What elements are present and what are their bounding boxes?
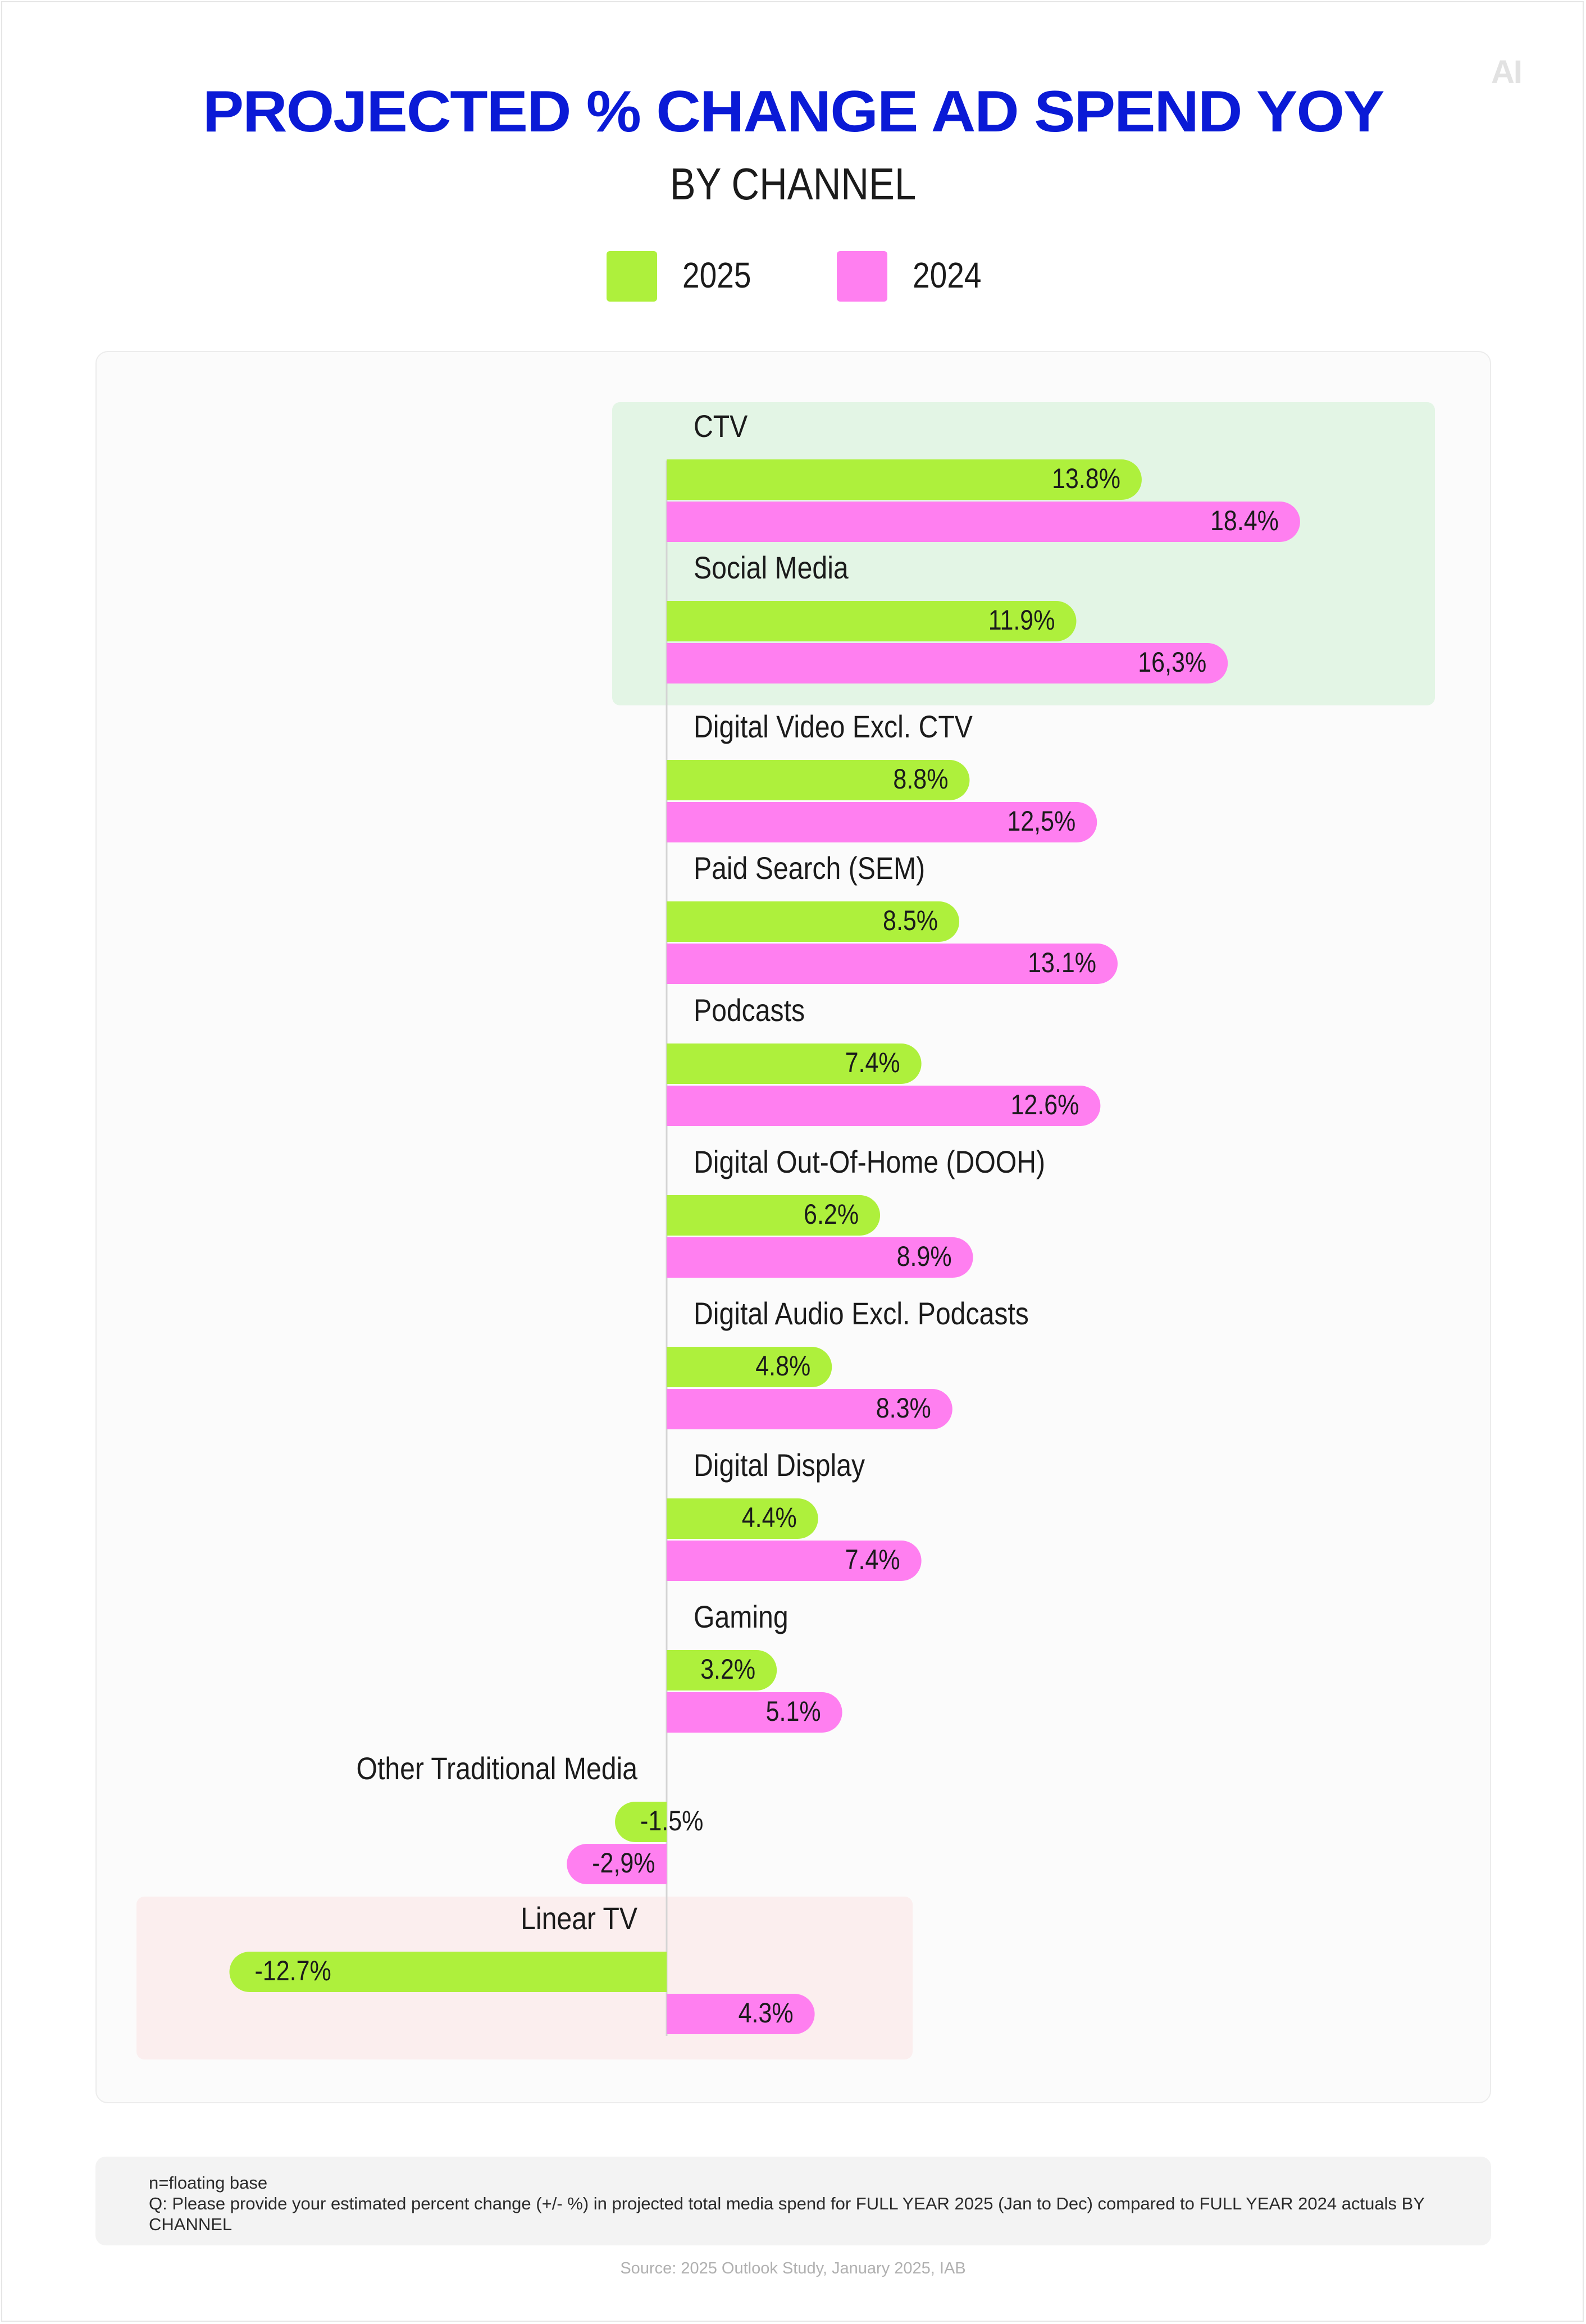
chart-title: PROJECTED % CHANGE AD SPEND YOY [202, 79, 1384, 144]
category-label-ctv: CTV [694, 409, 748, 444]
data-label-2024-ctv: 18.4% [1210, 504, 1279, 536]
bar-2024-ctv [667, 502, 1300, 542]
category-label-gaming: Gaming [694, 1600, 789, 1635]
data-label-2024-podcasts: 12.6% [1010, 1088, 1079, 1120]
data-label-2024-other-traditional-media: -2,9% [592, 1847, 655, 1879]
source-note: Source: 2025 Outlook Study, January 2025, IAB [620, 2259, 966, 2277]
data-label-2024-paid-search-sem: 13.1% [1028, 946, 1097, 978]
data-label-2025-digital-display: 4.4% [741, 1501, 797, 1533]
data-label-2025-digital-out-of-home-dooh: 6.2% [804, 1198, 859, 1230]
category-label-other-traditional-media: Other Traditional Media [356, 1751, 637, 1787]
data-label-2025-gaming: 3.2% [700, 1653, 756, 1685]
footnote-box [95, 2157, 1491, 2245]
data-label-2024-social-media: 16,3% [1138, 646, 1207, 678]
data-label-2024-digital-audio-excl-podcasts: 8.3% [876, 1392, 931, 1424]
data-label-2024-gaming: 5.1% [765, 1695, 821, 1727]
category-label-digital-display: Digital Display [694, 1448, 865, 1483]
data-label-2025-digital-audio-excl-podcasts: 4.8% [755, 1350, 811, 1382]
data-label-2025-linear-tv: -12.7% [254, 1954, 331, 1986]
data-label-2024-digital-out-of-home-dooh: 8.9% [896, 1240, 952, 1272]
data-label-2025-other-traditional-media: -1.5% [640, 1804, 704, 1837]
data-label-2024-linear-tv: 4.3% [738, 1997, 794, 2029]
legend-label-2025: 2025 [682, 255, 751, 295]
data-label-2024-digital-display: 7.4% [845, 1543, 900, 1575]
footnote-base: n=floating base [149, 2173, 268, 2193]
legend-label-2024: 2024 [913, 255, 982, 295]
category-label-linear-tv: Linear TV [521, 1901, 637, 1936]
category-label-digital-video-excl-ctv: Digital Video Excl. CTV [694, 709, 973, 745]
category-label-digital-out-of-home-dooh: Digital Out-Of-Home (DOOH) [694, 1145, 1046, 1180]
footnote-question: Q: Please provide your estimated percent change (+/- %) in projected total media spend for FULL YEAR 2025 (Jan to Dec) compared to FULL YEAR 2024 actuals BY CHANNEL [149, 2194, 1425, 2234]
brand-logo: AI [1491, 54, 1521, 90]
chart-subtitle: BY CHANNEL [669, 159, 917, 209]
category-label-podcasts: Podcasts [694, 993, 805, 1028]
data-label-2025-paid-search-sem: 8.5% [883, 904, 938, 936]
category-label-social-media: Social Media [694, 550, 849, 586]
data-label-2025-social-media: 11.9% [988, 604, 1055, 636]
category-label-paid-search-sem: Paid Search (SEM) [694, 851, 926, 886]
data-label-2024-digital-video-excl-ctv: 12,5% [1007, 805, 1076, 837]
data-label-2025-ctv: 13.8% [1052, 462, 1120, 494]
data-label-2025-digital-video-excl-ctv: 8.8% [893, 763, 949, 795]
data-label-2025-podcasts: 7.4% [845, 1046, 900, 1078]
category-label-digital-audio-excl-podcasts: Digital Audio Excl. Podcasts [694, 1296, 1029, 1332]
